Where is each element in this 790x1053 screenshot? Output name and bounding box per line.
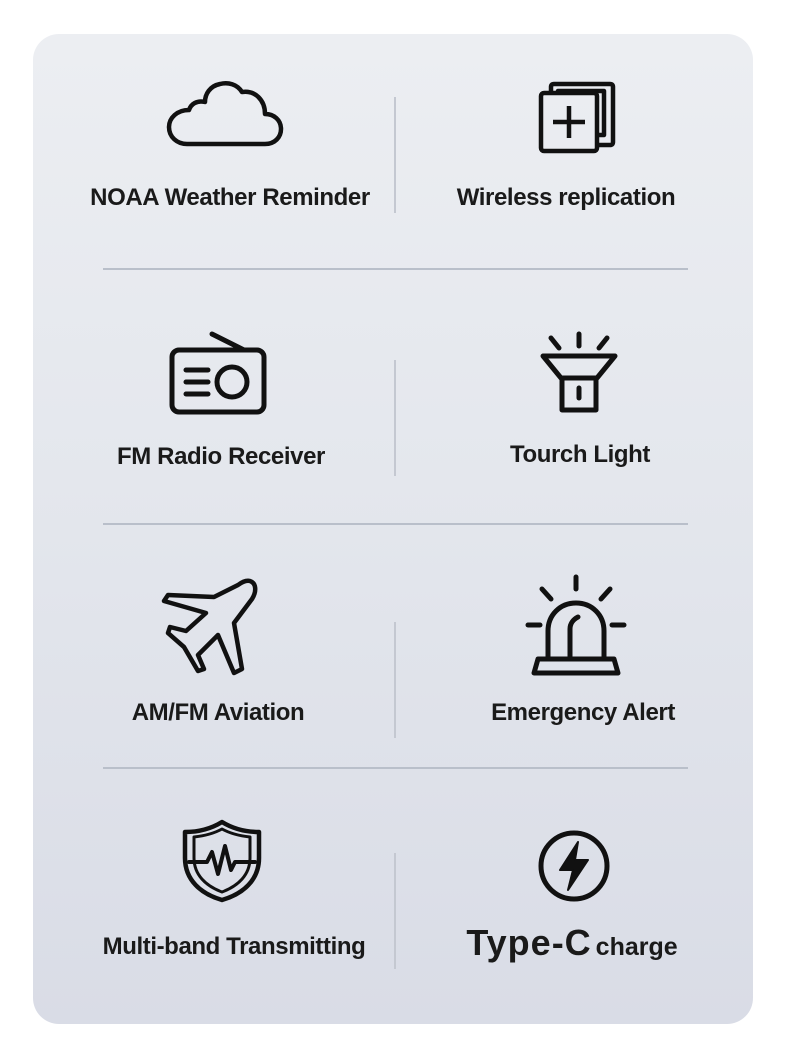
flashlight-icon (537, 330, 621, 416)
radio-icon (168, 330, 268, 418)
typec-label: Type-C (466, 922, 592, 963)
charge-label: charge (595, 933, 678, 961)
feature-label: Wireless replication (456, 184, 676, 211)
copy-add-icon (538, 80, 616, 156)
feature-label-typec (466, 922, 677, 964)
feature-label: AM/FM Aviation (131, 699, 305, 726)
feature-label: NOAA Weather Reminder (90, 184, 370, 211)
column-divider (394, 622, 396, 738)
lightning-icon (536, 828, 612, 904)
siren-icon (524, 573, 628, 679)
shield-pulse-icon (181, 818, 263, 904)
column-divider (394, 360, 396, 476)
column-divider (394, 853, 396, 969)
column-divider (394, 97, 396, 213)
feature-label: FM Radio Receiver (117, 443, 325, 470)
airplane-icon (158, 575, 262, 679)
feature-label: Tourch Light (509, 441, 651, 468)
row-divider (103, 767, 688, 769)
feature-label: Multi-band Transmitting (102, 933, 366, 960)
feature-label: Emergency Alert (491, 699, 675, 726)
row-divider (103, 268, 688, 270)
row-divider (103, 523, 688, 525)
cloud-icon (165, 80, 285, 150)
